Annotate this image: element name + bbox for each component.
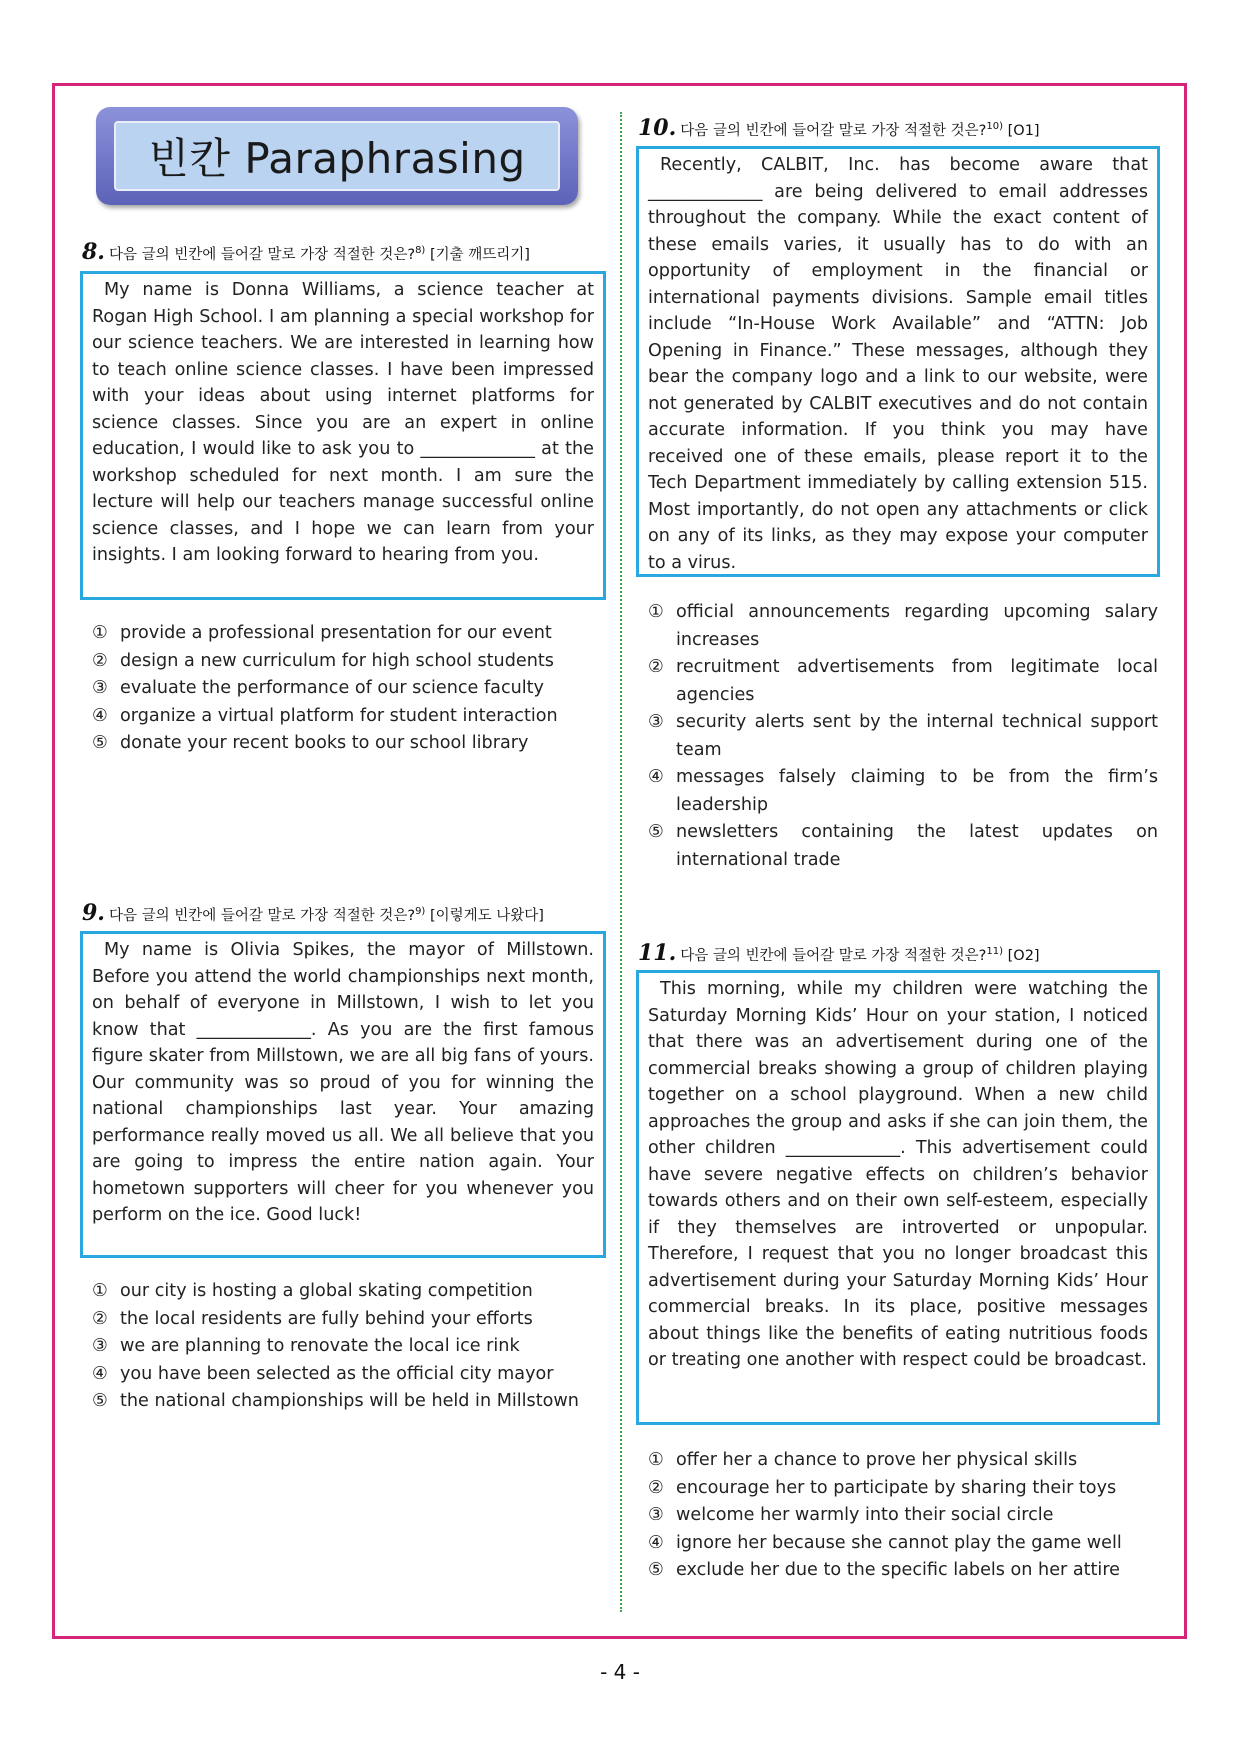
question-header-8 bbox=[82, 239, 530, 265]
question-prompt: 다음 글의 빈칸에 들어갈 말로 가장 적절한 것은? bbox=[680, 123, 987, 139]
question-prompt: 다음 글의 빈칸에 들어갈 말로 가장 적절한 것은? bbox=[108, 908, 416, 924]
choice-option[interactable] bbox=[648, 654, 1158, 709]
choice-option[interactable] bbox=[92, 1333, 604, 1361]
choice-text: the local residents are fully behind your efforts bbox=[120, 1308, 533, 1329]
choice-text: messages falsely claiming to be from the firm’s leadership bbox=[676, 767, 1158, 815]
choice-option[interactable] bbox=[92, 703, 604, 731]
choice-option[interactable] bbox=[648, 764, 1158, 819]
page-number: - 4 - bbox=[600, 1660, 640, 1684]
choices-8 bbox=[92, 620, 604, 758]
choice-marker: ③ bbox=[92, 1336, 108, 1356]
choice-text: official announcements regarding upcoming salary increases bbox=[676, 602, 1158, 650]
choice-option[interactable] bbox=[648, 1557, 1158, 1585]
question-tag: [기출 깨뜨리기] bbox=[429, 247, 530, 263]
choice-marker: ④ bbox=[92, 1363, 108, 1384]
choice-option[interactable] bbox=[92, 620, 604, 648]
choice-text: we are planning to renovate the local ice rink bbox=[120, 1336, 520, 1356]
choice-marker: ③ bbox=[92, 678, 108, 698]
choice-marker: ⑤ bbox=[648, 1560, 664, 1580]
choice-text: donate your recent books to our school library bbox=[120, 733, 529, 753]
footnote-ref: 10) bbox=[986, 121, 1004, 133]
question-header-11 bbox=[638, 940, 1040, 966]
footnote-ref: 8) bbox=[415, 245, 426, 257]
question-tag: [O2] bbox=[1007, 948, 1040, 964]
question-tag: [이렇게도 나왔다] bbox=[429, 908, 544, 924]
choice-text: evaluate the performance of our science faculty bbox=[120, 678, 544, 698]
choice-text: security alerts sent by the internal technical support team bbox=[676, 712, 1158, 760]
question-number: 11. bbox=[638, 940, 677, 966]
passage-box-8: My name is Donna Williams, a science teacher at Rogan High School. I am planning a special workshop for our science teachers. We are interested in learning how to teach online science classes. I have been impressed with your ideas about using internet platforms for science classes. Since you are an expert in online education, I would like to ask you to _____________ at the workshop scheduled for next month. I am sure the lecture will help our teachers manage successful online science classes, and I hope we can learn from your insights. I am looking forward to hearing from you. bbox=[80, 271, 606, 600]
passage-box-9: My name is Olivia Spikes, the mayor of Millstown. Before you attend the world championships next month, on behalf of everyone in Millstown, I wish to let you know that _____________. As you are the first famous figure skater from Millstown, we are all big fans of yours. Our community was so proud of you for winning the national championships last year. Your amazing performance really moved us all. We all believe that you are going to impress the entire nation again. Your hometown supporters will cheer for you whenever you perform on the ice. Good luck! bbox=[80, 931, 606, 1258]
choices-10 bbox=[648, 599, 1158, 874]
question-prompt: 다음 글의 빈칸에 들어갈 말로 가장 적절한 것은? bbox=[108, 247, 416, 263]
passage-box-10: Recently, CALBIT, Inc. has become aware that _____________ are being delivered to email addresses throughout the company. While the exact content of these emails varies, it usually has to do with an opportunity of employment in the financial or international payments divisions. Sample email titles include “In-House Work Available” and “ATTN: Job Opening in Finance.” These messages, although they bear the company logo and a link to our website, were not generated by CALBIT executives and do not contain accurate information. If you think you may have received one of these emails, please report it to the Tech Department immediately by calling extension 515. Most importantly, do not open any attachments or click on any of its links, as they may expose your computer to a virus. bbox=[636, 146, 1160, 577]
question-header-9 bbox=[82, 900, 544, 926]
column-divider bbox=[620, 112, 622, 1612]
choice-text: you have been selected as the official city mayor bbox=[120, 1363, 554, 1384]
section-title-banner bbox=[96, 107, 578, 205]
choice-text: offer her a chance to prove her physical skills bbox=[676, 1450, 1078, 1470]
choice-option[interactable] bbox=[648, 1447, 1158, 1475]
choice-option[interactable] bbox=[92, 648, 604, 676]
passage-box-11: This morning, while my children were watching the Saturday Morning Kids’ Hour on your station, I noticed that there was an advertisement during one of the commercial breaks showing a group of children playing together on a school playground. When a new child approaches the group and asks if she can join them, the other children _____________. This advertisement could have severe negative effects on children’s behavior towards others and on their own self-esteem, especially if they themselves are introverted or unpopular. Therefore, I request that you no longer broadcast this advertisement during your Saturday Morning Kids’ Hour commercial breaks. In its place, positive messages about things like the benefits of eating nutritious foods or treating one another with respect could be broadcast. bbox=[636, 970, 1160, 1425]
choice-option[interactable] bbox=[92, 1361, 604, 1389]
question-prompt: 다음 글의 빈칸에 들어갈 말로 가장 적절한 것은? bbox=[680, 948, 987, 964]
choice-option[interactable] bbox=[648, 709, 1158, 764]
question-number: 10. bbox=[638, 115, 677, 141]
choice-text: welcome her warmly into their social circle bbox=[676, 1505, 1054, 1525]
question-tag: [O1] bbox=[1007, 123, 1040, 139]
choice-text: exclude her due to the specific labels on her attire bbox=[676, 1560, 1120, 1580]
choice-option[interactable] bbox=[648, 1502, 1158, 1530]
choice-marker: ③ bbox=[648, 712, 664, 732]
choice-marker: ① bbox=[92, 623, 108, 643]
choices-9 bbox=[92, 1278, 604, 1416]
choice-marker: ④ bbox=[648, 1532, 664, 1553]
choice-marker: ① bbox=[648, 602, 664, 622]
choice-option[interactable] bbox=[92, 730, 604, 758]
choice-option[interactable] bbox=[648, 599, 1158, 654]
choice-text: provide a professional presentation for our event bbox=[120, 623, 552, 643]
choice-text: recruitment advertisements from legitimate local agencies bbox=[676, 657, 1158, 705]
choice-marker: ② bbox=[92, 650, 108, 671]
choices-11 bbox=[648, 1447, 1158, 1585]
question-number: 8. bbox=[82, 239, 105, 265]
choice-marker: ① bbox=[648, 1450, 664, 1470]
choice-option[interactable] bbox=[92, 1388, 604, 1416]
choice-marker: ③ bbox=[648, 1505, 664, 1525]
choice-text: organize a virtual platform for student interaction bbox=[120, 705, 558, 726]
choice-option[interactable] bbox=[648, 819, 1158, 874]
choice-option[interactable] bbox=[92, 1306, 604, 1334]
choice-text: newsletters containing the latest updates on international trade bbox=[676, 822, 1158, 870]
choice-marker: ② bbox=[92, 1308, 108, 1329]
choice-marker: ② bbox=[648, 657, 664, 677]
choice-text: design a new curriculum for high school students bbox=[120, 650, 554, 671]
choice-marker: ② bbox=[648, 1477, 664, 1498]
choice-text: encourage her to participate by sharing their toys bbox=[676, 1477, 1117, 1498]
choice-text: ignore her because she cannot play the game well bbox=[676, 1532, 1122, 1553]
question-number: 9. bbox=[82, 900, 105, 926]
choice-marker: ④ bbox=[92, 705, 108, 726]
choice-option[interactable] bbox=[648, 1475, 1158, 1503]
choice-marker: ⑤ bbox=[92, 1391, 108, 1411]
choice-option[interactable] bbox=[92, 675, 604, 703]
choice-marker: ⑤ bbox=[92, 733, 108, 753]
choice-option[interactable] bbox=[92, 1278, 604, 1306]
footnote-ref: 9) bbox=[415, 906, 426, 918]
choice-option[interactable] bbox=[648, 1530, 1158, 1558]
choice-marker: ④ bbox=[648, 767, 664, 787]
section-title: 빈칸 Paraphrasing bbox=[114, 121, 560, 191]
footnote-ref: 11) bbox=[986, 946, 1004, 958]
choice-text: our city is hosting a global skating competition bbox=[120, 1281, 533, 1301]
choice-marker: ⑤ bbox=[648, 822, 664, 842]
choice-text: the national championships will be held in Millstown bbox=[120, 1391, 579, 1411]
choice-marker: ① bbox=[92, 1281, 108, 1301]
question-header-10 bbox=[638, 115, 1040, 141]
